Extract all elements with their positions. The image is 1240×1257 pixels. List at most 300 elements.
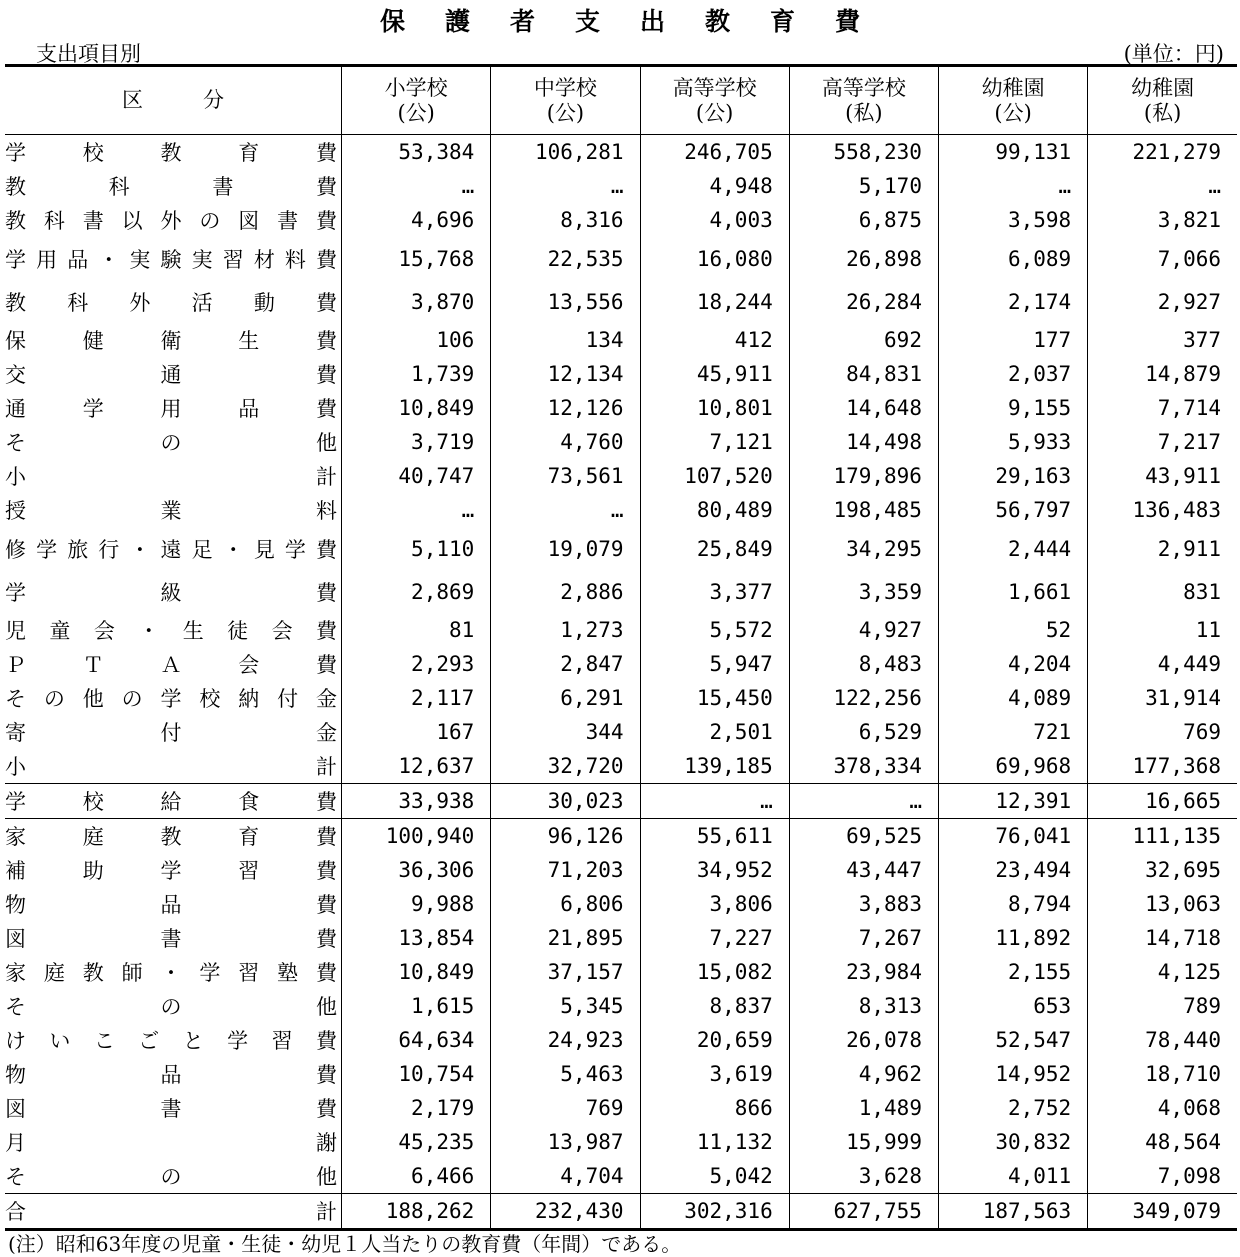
row-label (5, 459, 342, 493)
row-label-text: 学級費 (5, 580, 338, 605)
cell-value: 4,449 (1088, 647, 1237, 681)
cell-value: 23,984 (789, 955, 938, 989)
cell-value: 4,927 (789, 613, 938, 647)
table-row (5, 570, 1237, 613)
cell-value: 769 (491, 1091, 640, 1125)
cell-value: 7,227 (640, 921, 789, 955)
cell-value: 13,854 (342, 921, 491, 955)
cell-value: 6,806 (491, 887, 640, 921)
cell-value: 198,485 (789, 493, 938, 527)
cell-value: 25,849 (640, 527, 789, 570)
cell-value: 96,126 (491, 819, 640, 854)
row-label (5, 425, 342, 459)
cell-value: 3,619 (640, 1057, 789, 1091)
row-label (5, 647, 342, 681)
cell-value: 627,755 (789, 1194, 938, 1230)
cell-value: 6,875 (789, 203, 938, 237)
row-label (5, 1159, 342, 1194)
cell-value: 12,391 (938, 784, 1087, 819)
cell-value: 10,849 (342, 955, 491, 989)
cell-value: 2,911 (1088, 527, 1237, 570)
cell-value: 4,204 (938, 647, 1087, 681)
table-row (5, 1125, 1237, 1159)
table-row (5, 237, 1237, 280)
row-label-text: 通学用品費 (5, 397, 338, 421)
table-row (5, 323, 1237, 357)
table-row (5, 425, 1237, 459)
cell-value: 2,117 (342, 681, 491, 715)
table-row (5, 749, 1237, 784)
cell-value: 378,334 (789, 749, 938, 784)
row-label-text: 授業料 (5, 499, 338, 523)
column-header (1088, 66, 1237, 135)
cell-value: 4,125 (1088, 955, 1237, 989)
cell-value: 55,611 (640, 819, 789, 854)
row-label-text: 教科書費 (5, 175, 338, 199)
cell-value: 134 (491, 323, 640, 357)
cell-value: 30,832 (938, 1125, 1087, 1159)
row-label-text: ＰＴＡ会費 (5, 653, 338, 677)
cell-value: 43,911 (1088, 459, 1237, 493)
row-label-text: 物品費 (5, 893, 338, 917)
cell-value: 6,291 (491, 681, 640, 715)
cell-value: 2,847 (491, 647, 640, 681)
cell-value: 32,720 (491, 749, 640, 784)
table-row (5, 527, 1237, 570)
cell-value: 232,430 (491, 1194, 640, 1230)
table-row (5, 203, 1237, 237)
row-label (5, 169, 342, 203)
header-label: 区分 (5, 66, 342, 135)
cell-value: 4,948 (640, 169, 789, 203)
column-header-school: 高等学校 (672, 75, 757, 100)
row-label-text: 家庭教育費 (5, 825, 338, 849)
cell-value: 866 (640, 1091, 789, 1125)
table-row (5, 357, 1237, 391)
cell-value: 15,999 (789, 1125, 938, 1159)
cell-value: 7,121 (640, 425, 789, 459)
row-label-text: 図書費 (5, 927, 338, 951)
column-header-type: (公) (994, 100, 1032, 125)
cell-value: 14,498 (789, 425, 938, 459)
cell-value: 7,714 (1088, 391, 1237, 425)
row-label (5, 1125, 342, 1159)
cell-value: … (938, 169, 1087, 203)
cell-value: 2,174 (938, 280, 1087, 323)
cell-value: 34,295 (789, 527, 938, 570)
row-label (5, 1194, 342, 1230)
table-row (5, 493, 1237, 527)
table-row (5, 819, 1237, 854)
cell-value: 69,968 (938, 749, 1087, 784)
cell-value: 167 (342, 715, 491, 749)
row-label-text: 合計 (5, 1200, 338, 1224)
row-label (5, 784, 342, 819)
row-label-text: 修学旅行・遠足・見学費 (5, 537, 338, 562)
cell-value: 52 (938, 613, 1087, 647)
cell-value: 8,316 (491, 203, 640, 237)
cell-value: 5,947 (640, 647, 789, 681)
cell-value: 100,940 (342, 819, 491, 854)
row-label (5, 1057, 342, 1091)
cell-value: 1,661 (938, 570, 1087, 613)
cell-value: 4,003 (640, 203, 789, 237)
column-header-type: (公) (397, 100, 435, 125)
row-label-text: 図書費 (5, 1097, 338, 1121)
cell-value: 653 (938, 989, 1087, 1023)
row-label-text: 学用品・実験実習材料費 (5, 247, 338, 272)
cell-value: 8,313 (789, 989, 938, 1023)
cell-value: 2,155 (938, 955, 1087, 989)
table-row (5, 1057, 1237, 1091)
row-label (5, 570, 342, 613)
cell-value: 26,898 (789, 237, 938, 280)
cell-value: 99,131 (938, 135, 1087, 170)
cell-value: 13,063 (1088, 887, 1237, 921)
cell-value: 1,615 (342, 989, 491, 1023)
cell-value: 45,911 (640, 357, 789, 391)
row-label (5, 237, 342, 280)
cell-value: 349,079 (1088, 1194, 1237, 1230)
table-row (5, 921, 1237, 955)
cell-value: 7,066 (1088, 237, 1237, 280)
cell-value: 7,267 (789, 921, 938, 955)
row-label (5, 527, 342, 570)
column-header-type: (公) (546, 100, 585, 125)
cell-value: 7,098 (1088, 1159, 1237, 1194)
column-header-type: (私) (1143, 100, 1182, 125)
cell-value: 831 (1088, 570, 1237, 613)
cell-value: 246,705 (640, 135, 789, 170)
cell-value: 187,563 (938, 1194, 1087, 1230)
cell-value: 6,466 (342, 1159, 491, 1194)
table-row (5, 1159, 1237, 1194)
cell-value: 3,719 (342, 425, 491, 459)
table-row (5, 391, 1237, 425)
cell-value: 5,463 (491, 1057, 640, 1091)
cell-value: 36,306 (342, 853, 491, 887)
row-label (5, 1091, 342, 1125)
cell-value: 10,849 (342, 391, 491, 425)
row-label (5, 391, 342, 425)
cell-value: 5,345 (491, 989, 640, 1023)
cell-value: 692 (789, 323, 938, 357)
cell-value: 29,163 (938, 459, 1087, 493)
cell-value: 40,747 (342, 459, 491, 493)
cell-value: 2,927 (1088, 280, 1237, 323)
row-label-text: 補助学習費 (5, 859, 338, 883)
cell-value: 8,837 (640, 989, 789, 1023)
row-label-text: 教科外活動費 (5, 290, 338, 315)
cell-value: 23,494 (938, 853, 1087, 887)
cell-value: 7,217 (1088, 425, 1237, 459)
cell-value: 13,556 (491, 280, 640, 323)
cell-value: 2,179 (342, 1091, 491, 1125)
cell-value: 3,883 (789, 887, 938, 921)
cell-value: 2,501 (640, 715, 789, 749)
column-header-school: 中学校 (533, 75, 597, 100)
cell-value: 12,126 (491, 391, 640, 425)
expense-table (5, 64, 1237, 1231)
table-row (5, 853, 1237, 887)
row-label-text: その他 (5, 995, 338, 1019)
cell-value: 33,938 (342, 784, 491, 819)
row-label (5, 853, 342, 887)
cell-value: 14,648 (789, 391, 938, 425)
row-label-text: けいこごと学習費 (5, 1029, 338, 1053)
cell-value: 2,752 (938, 1091, 1087, 1125)
cell-value: 10,801 (640, 391, 789, 425)
cell-value: 16,080 (640, 237, 789, 280)
cell-value: 24,923 (491, 1023, 640, 1057)
cell-value: 21,895 (491, 921, 640, 955)
cell-value: 2,869 (342, 570, 491, 613)
cell-value: 14,952 (938, 1057, 1087, 1091)
cell-value: 13,987 (491, 1125, 640, 1159)
cell-value: 6,529 (789, 715, 938, 749)
row-label-text: 学校教育費 (5, 141, 338, 165)
cell-value: 221,279 (1088, 135, 1237, 170)
row-label-text: 家庭教師・学習塾費 (5, 961, 338, 985)
cell-value: 32,695 (1088, 853, 1237, 887)
cell-value: 122,256 (789, 681, 938, 715)
cell-value: 106 (342, 323, 491, 357)
cell-value: … (491, 169, 640, 203)
table-row (5, 1023, 1237, 1057)
table-row (5, 1194, 1237, 1230)
footnote: (注）昭和63年度の児童・生徒・幼児１人当たりの教育費（年間）である。 (8, 1232, 682, 1256)
cell-value: 2,037 (938, 357, 1087, 391)
cell-value: … (789, 784, 938, 819)
cell-value: 1,739 (342, 357, 491, 391)
column-header-school: 幼稚園 (1131, 75, 1195, 100)
row-label-text: その他 (5, 431, 338, 455)
row-label (5, 323, 342, 357)
cell-value: … (640, 784, 789, 819)
cell-value: 4,962 (789, 1057, 938, 1091)
cell-value: 11 (1088, 613, 1237, 647)
cell-value: 73,561 (491, 459, 640, 493)
cell-value: 5,572 (640, 613, 789, 647)
cell-value: 107,520 (640, 459, 789, 493)
cell-value: 64,634 (342, 1023, 491, 1057)
table-row (5, 955, 1237, 989)
cell-value: 18,710 (1088, 1057, 1237, 1091)
table-row (5, 647, 1237, 681)
table-row (5, 989, 1237, 1023)
cell-value: 789 (1088, 989, 1237, 1023)
row-label (5, 989, 342, 1023)
column-header-school: 小学校 (384, 75, 448, 100)
cell-value: 3,628 (789, 1159, 938, 1194)
cell-value: 2,886 (491, 570, 640, 613)
cell-value: 5,042 (640, 1159, 789, 1194)
cell-value: 5,110 (342, 527, 491, 570)
row-label (5, 749, 342, 784)
row-label (5, 357, 342, 391)
row-label (5, 493, 342, 527)
cell-value: 9,155 (938, 391, 1087, 425)
cell-value: 14,718 (1088, 921, 1237, 955)
cell-value: … (491, 493, 640, 527)
cell-value: 3,821 (1088, 203, 1237, 237)
cell-value: 12,134 (491, 357, 640, 391)
row-label-text: 月謝 (5, 1131, 338, 1155)
cell-value: 56,797 (938, 493, 1087, 527)
cell-value: 81 (342, 613, 491, 647)
cell-value: 558,230 (789, 135, 938, 170)
table-row (5, 1091, 1237, 1125)
row-label (5, 613, 342, 647)
cell-value: 34,952 (640, 853, 789, 887)
column-header-type: (公) (695, 100, 734, 125)
cell-value: 15,450 (640, 681, 789, 715)
cell-value: 9,988 (342, 887, 491, 921)
row-label (5, 135, 342, 170)
row-label (5, 681, 342, 715)
cell-value: … (1088, 169, 1237, 203)
row-label-text: 小計 (5, 465, 338, 489)
table-body (5, 135, 1237, 1230)
table-row (5, 135, 1237, 170)
table-row (5, 613, 1237, 647)
page-title: 保護者支出教育費 (379, 7, 900, 36)
cell-value: 22,535 (491, 237, 640, 280)
cell-value: 1,273 (491, 613, 640, 647)
cell-value: 14,879 (1088, 357, 1237, 391)
cell-value: 84,831 (789, 357, 938, 391)
row-label-text: 寄付金 (5, 721, 338, 745)
cell-value: 76,041 (938, 819, 1087, 854)
column-header-school: 高等学校 (821, 75, 906, 100)
cell-value: 45,235 (342, 1125, 491, 1159)
cell-value: 30,023 (491, 784, 640, 819)
cell-value: 177 (938, 323, 1087, 357)
row-label (5, 921, 342, 955)
cell-value: 1,489 (789, 1091, 938, 1125)
row-label-text: 物品費 (5, 1063, 338, 1087)
cell-value: 16,665 (1088, 784, 1237, 819)
table-row (5, 681, 1237, 715)
cell-value: 5,933 (938, 425, 1087, 459)
cell-value: 4,760 (491, 425, 640, 459)
row-label-text: 児童会・生徒会費 (5, 619, 338, 643)
cell-value: 2,444 (938, 527, 1087, 570)
cell-value: 3,870 (342, 280, 491, 323)
column-header (789, 66, 938, 135)
cell-value: 721 (938, 715, 1087, 749)
table-row (5, 715, 1237, 749)
row-label-text: 学校給食費 (5, 790, 338, 814)
cell-value: 8,483 (789, 647, 938, 681)
cell-value: 78,440 (1088, 1023, 1237, 1057)
cell-value: 69,525 (789, 819, 938, 854)
cell-value: 20,659 (640, 1023, 789, 1057)
row-label (5, 715, 342, 749)
cell-value: 3,377 (640, 570, 789, 613)
cell-value: 26,078 (789, 1023, 938, 1057)
cell-value: 26,284 (789, 280, 938, 323)
column-header (491, 66, 640, 135)
row-label-text: 交通費 (5, 363, 338, 387)
table-subtitle: 支出項目別 (36, 42, 141, 66)
cell-value: 15,768 (342, 237, 491, 280)
table-row (5, 459, 1237, 493)
column-header-type: (私) (845, 100, 883, 125)
cell-value: 136,483 (1088, 493, 1237, 527)
cell-value: 4,068 (1088, 1091, 1237, 1125)
row-label-text: 小計 (5, 755, 338, 779)
row-label (5, 887, 342, 921)
row-label (5, 955, 342, 989)
cell-value: 4,089 (938, 681, 1087, 715)
cell-value: 2,293 (342, 647, 491, 681)
table-header (5, 66, 1237, 135)
cell-value: 377 (1088, 323, 1237, 357)
cell-value: 80,489 (640, 493, 789, 527)
cell-value: 188,262 (342, 1194, 491, 1230)
cell-value: 31,914 (1088, 681, 1237, 715)
row-label-text: 教科書以外の図書費 (5, 209, 338, 233)
column-header (640, 66, 789, 135)
cell-value: 3,806 (640, 887, 789, 921)
row-label-text: その他の学校納付金 (5, 687, 338, 711)
row-label (5, 203, 342, 237)
row-label (5, 1023, 342, 1057)
cell-value: 10,754 (342, 1057, 491, 1091)
cell-value: 53,384 (342, 135, 491, 170)
cell-value: 344 (491, 715, 640, 749)
cell-value: 6,089 (938, 237, 1087, 280)
cell-value: 48,564 (1088, 1125, 1237, 1159)
table-row (5, 887, 1237, 921)
cell-value: 3,359 (789, 570, 938, 613)
cell-value: 769 (1088, 715, 1237, 749)
cell-value: 302,316 (640, 1194, 789, 1230)
cell-value: … (342, 169, 491, 203)
row-label-text: その他 (5, 1165, 338, 1189)
cell-value: 106,281 (491, 135, 640, 170)
cell-value: 71,203 (491, 853, 640, 887)
cell-value: 8,794 (938, 887, 1087, 921)
cell-value: … (342, 493, 491, 527)
column-header-school: 幼稚園 (981, 75, 1045, 100)
cell-value: 43,447 (789, 853, 938, 887)
column-header (938, 66, 1087, 135)
cell-value: 4,696 (342, 203, 491, 237)
cell-value: 15,082 (640, 955, 789, 989)
cell-value: 4,011 (938, 1159, 1087, 1194)
row-label-text: 保健衛生費 (5, 329, 338, 353)
cell-value: 19,079 (491, 527, 640, 570)
column-header (342, 66, 491, 135)
row-label (5, 280, 342, 323)
cell-value: 11,132 (640, 1125, 789, 1159)
cell-value: 4,704 (491, 1159, 640, 1194)
cell-value: 3,598 (938, 203, 1087, 237)
row-label (5, 819, 342, 854)
cell-value: 37,157 (491, 955, 640, 989)
cell-value: 179,896 (789, 459, 938, 493)
table-row (5, 169, 1237, 203)
cell-value: 139,185 (640, 749, 789, 784)
cell-value: 111,135 (1088, 819, 1237, 854)
cell-value: 18,244 (640, 280, 789, 323)
cell-value: 11,892 (938, 921, 1087, 955)
table-row (5, 280, 1237, 323)
table-row (5, 784, 1237, 819)
unit-label: (単位：円) (1123, 42, 1224, 66)
